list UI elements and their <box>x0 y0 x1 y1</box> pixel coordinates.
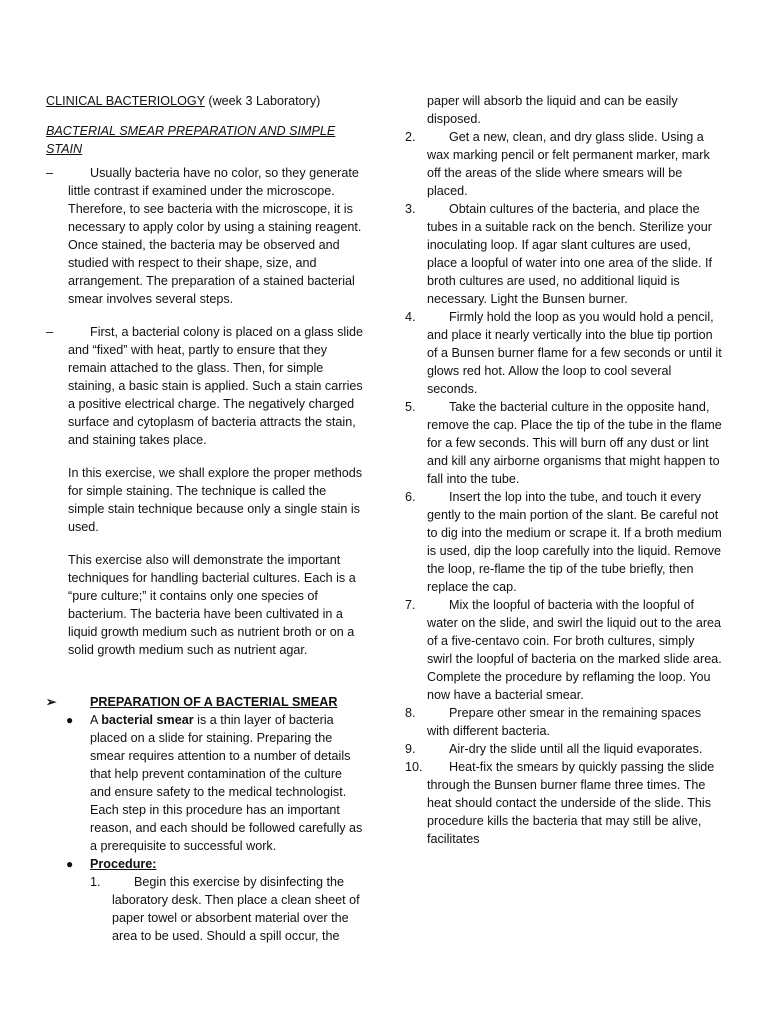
intro-text-2: First, a bacterial colony is placed on a glass slide and “fixed” with heat, partly to ensure that they remain attached to the glass. Then, for simple staining, a basic stain is applied. Such a stain carries a positive electrical charge. The negatively charged surface and cytoplasm of bacteria attracts the stain, and staining takes place. <box>68 325 363 447</box>
step-number: 9. <box>405 742 416 756</box>
step-1 <box>46 873 364 945</box>
step-2 <box>405 128 723 200</box>
step-text: Insert the lop into the tube, and touch it every gently to the main portion of the slant. Be careful not to dig into the medium or scrape it. If a broth medium is used, dip the loop carefully into the liquid. Remove the loop, re-flame the tip of the tube briefly, then replace the cap. <box>427 490 722 594</box>
step-4 <box>405 308 723 398</box>
step-text: Take the bacterial culture in the opposite hand, remove the cap. Place the tip of the tube in the flame for a few seconds. This will burn off any dust or lint and kill any airborne organisms that might happen to fall into the tube. <box>427 400 722 486</box>
dash-marker: – <box>46 325 54 339</box>
step-5 <box>405 398 723 488</box>
step-8 <box>405 704 723 740</box>
step-number: 4. <box>405 310 416 324</box>
intro-paragraph-2 <box>46 323 364 449</box>
steps-list <box>405 128 723 848</box>
arrow-bullet-icon: ➢ <box>46 695 57 709</box>
step-number: 5. <box>405 400 416 414</box>
dash-marker: – <box>46 166 54 180</box>
left-column <box>46 92 364 945</box>
step-number: 8. <box>405 706 416 720</box>
step-number: 3. <box>405 202 416 216</box>
page-title <box>46 92 364 110</box>
body-paragraph-1: In this exercise, we shall explore the proper methods for simple staining. The technique is called the simple stain technique because only a single stain is used. <box>68 466 363 534</box>
bullet-dot-icon: ● <box>66 857 74 871</box>
section-heading <box>46 693 364 711</box>
bullet-1-bold: bacterial smear <box>101 713 194 727</box>
step-text: Heat-fix the smears by quickly passing the slide through the Bunsen burner flame three times. The heat should contact the underside of the slide. This procedure kills the bacteria that may still be alive, facilitates <box>427 760 715 846</box>
bullet-1-text: is a thin layer of bacteria placed on a slide for staining. Preparing the smear requires attention to a number of details that help prevent contamination of the culture and ensure safety to the medical technologist. Each step in this procedure has an important reason, and each should be followed carefully as a prerequisite to successful work. <box>90 713 363 853</box>
step-number: 2. <box>405 130 416 144</box>
bullet-dot-icon: ● <box>66 713 74 727</box>
intro-text-1: Usually bacteria have no color, so they generate little contrast if examined under the microscope. Therefore, to see bacteria with the microscope, it is necessary to apply color by using a staining reagent. Once stained, the bacteria may be observed and studied with respect to their shape, size, and arrangement. The preparation of a stained bacterial smear involves several steps. <box>68 166 362 306</box>
bullet-procedure <box>46 855 364 873</box>
step-text: Mix the loopful of bacteria with the loopful of water on the slide, and swirl the liquid out to the area of a five-centavo coin. For broth cultures, simply swirl the loopful of bacteria on the marked slide area. Complete the procedure by reflaming the loop. You now have a bacterial smear. <box>427 598 722 702</box>
intro-paragraph-1 <box>46 164 364 308</box>
step-text: Firmly hold the loop as you would hold a pencil, and place it nearly vertically into the blue tip portion of a Bunsen burner flame for a few seconds or until it glows red hot. Allow the loop to cool several seconds. <box>427 310 722 396</box>
step-7 <box>405 596 723 704</box>
procedure-label: Procedure: <box>90 857 157 871</box>
section-title: PREPARATION OF A BACTERIAL SMEAR <box>90 695 338 709</box>
step-10 <box>405 758 723 848</box>
step-number: 7. <box>405 598 416 612</box>
step-number: 10. <box>405 760 423 774</box>
body-paragraph-2: This exercise also will demonstrate the important techniques for handling bacterial cultures. Each is a “pure culture;” it contains only one species of bacterium. The bacteria have been cultivated in a liquid growth medium such as nutrient broth or on a solid growth medium such as nutrient agar. <box>68 553 356 657</box>
step-number: 1. <box>90 875 101 889</box>
step-6 <box>405 488 723 596</box>
step-1-continuation: paper will absorb the liquid and can be easily disposed. <box>427 94 678 126</box>
step-text: Get a new, clean, and dry glass slide. Using a wax marking pencil or felt permanent marker, mark off the areas of the slide where smears will be placed. <box>427 130 710 198</box>
step-3 <box>405 200 723 308</box>
step-text: Begin this exercise by disinfecting the laboratory desk. Then place a clean sheet of paper towel or absorbent material over the area to be used. Should a spill occur, the <box>112 875 360 943</box>
step-text: Air-dry the slide until all the liquid evaporates. <box>449 742 703 756</box>
page-subtitle: BACTERIAL SMEAR PREPARATION AND SIMPLE STAIN <box>46 124 336 156</box>
step-text: Obtain cultures of the bacteria, and place the tubes in a suitable rack on the bench. Sterilize your inoculating loop. If agar slant cultures are used, place a loopful of water into one area of the slide. If broth cultures are used, no additional liquid is necessary. Light the Bunsen burner. <box>427 202 712 306</box>
bullet-1-prefix: A <box>90 713 102 727</box>
step-number: 6. <box>405 490 416 504</box>
step-text: Prepare other smear in the remaining spaces with different bacteria. <box>427 706 702 738</box>
title-rest: (week 3 Laboratory) <box>204 94 321 108</box>
bullet-smear-definition <box>46 711 364 855</box>
title-underlined: CLINICAL BACTERIOLOGY <box>46 94 205 108</box>
right-column <box>405 92 723 848</box>
step-9 <box>405 740 723 758</box>
